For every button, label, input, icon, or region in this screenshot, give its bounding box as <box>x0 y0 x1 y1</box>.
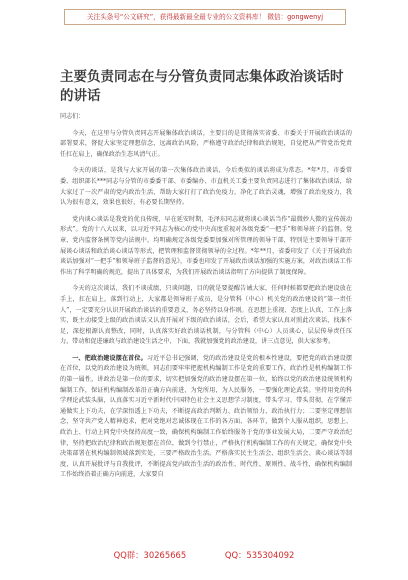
document-title: 主要负责同志在与分管负责同志集体政治谈话时的讲话 <box>60 69 344 104</box>
footer-qq: QQ：535304092 <box>224 550 295 560</box>
salutation: 同志们： <box>60 113 85 120</box>
section-heading: 一、把政治建设摆在首位。 <box>72 354 147 362</box>
paragraph-3: 党内谈心谈话是我党的优良传统，早在延安时期，毛泽东同志就将谈心谈话当作“最微妙人微的宣传鼓动形式”。党的十八大以来，以习近平同志为核心的党中央高度重视对各级党委“一把手”和领导班子的监督。党章、党内监督条例等党内法规中，均明确规定各级党委要加强对所管理的领导干部，特别是主要领导干部开展谈心谈话和政治谈心谈话等形式，把管理和监督贯彻领导的全过程。*年**月，省委印发了《关于开展政治谈话加强对“一把手”和领导班子监督的意见》，市委也印发了开展政治谈话加强的实施方案，对政治谈话工作作出了科学明确的规范，提出了具体要求，为我们开展政治谈话指明了方向提供了制度保障。 <box>60 215 352 276</box>
document-body <box>60 112 352 487</box>
header-banner: 关注头条号“公文研究”，获得最新最全最专业的公文资料库！ 微信：gongwenyj <box>64 9 346 25</box>
footer-contact <box>0 548 408 562</box>
section-text: 习近平总书记强调，党的政治建设是党的根本性建设，要把党的政治建设摆在首位，以党的政治建设为统领，同志们要牢牢把握机构编制工作是党的重要工作，政治性是机构编制工作的第一属性，讲政治是第一位的要求，切实把加强党的政治建设摆在第一位，始终以党的政治建设统领机构编制工作，保证机构编制改革沿正确方向前进，为党所用，为人民服务，一要强化理论武装。坚持用党的科学理论武装头脑，认真落实习近平新时代中国特色社会主义思想学习制度，带头学习、带头贯彻，在学懂弄通做实上下功夫，在学深悟透上下功夫，不断提高政治判断力、政治领悟力、政治执行力；二要坚定理想信念，坚守共产党人精神追求，把对党绝对忠诚体现在工作的各方面、各环节，做到个人服从组织，思想上、政治上、行动上同党中央保持高度一致，确保机构编制工作始终服务于党的事业发展大局，二要严守政治纪律，坚持把政治纪律和政治规矩摆在首位，做到令行禁止，严格执行机构编制工作的有关规定，确保党中央决策部署在机构编制领域落到实处，三要严格政治生活。严格落实民主生活会、组织生活会、谈心谈话等制度，认真开展批评与自我批评，不断提高党内政治生活的政治性、时代性、原则性、战斗性，确保机构编制工作始终沿着正确方向前进，大家要自 <box>60 354 353 479</box>
paragraph-4: 今天的这次谈话，我们不谈成绩、只谈问题，目的就是要提醒告诫大家，任何时候都要把政治建设放在手上，扛在肩上，落到行动上，大家都是领导班子成员，是分管科（中心）机关党的政治建设的“第一责任人”，一定要充分认识开展政治谈话的重要意义，务必坚持以身作则。在思想上重视、态度上认真，工作上落实，既主动接受上级的政治谈话又认真开展对下级的政治谈话，会后，希望大家认真对照此次谈话，找准不足，深挖根源认真整改，同时，认真落实好政治谈话机制，与分管科（中心）人员谈心，层层传导责任压力，带动和促进廉政与政治建设生活之中，下面，我就加强党的政治建设，讲三点意见，供大家参考。 <box>60 285 352 346</box>
section-paragraph <box>60 354 352 481</box>
footer-qq-group: QQ群：30265665 <box>113 550 187 560</box>
paragraph-1: 今天，在这里与分管负责同志开展集体政治谈话，主要目的是贯彻落实省委、市委关于开展政治谈话的部署要求，督促大家坚定理想信念，远离政治风险，严格遵守政治纪律和政治规矩，自觉把从严管党治党责任扛在肩上，确保政治生态风清气正。 <box>60 129 352 158</box>
paragraph-2: 今天的谈话，是我与大家开展的第一次集体政治谈话，今后类似的谈话将成为常态。*年*月，市委常委、组织部长***同志与分管的市委委干部、市委编办、市直机关工委主要负责同志进行了集体政治谈话，给大家过了一次严肃的党内政治生活，帮助大家打打了政治免疫力，净化了政治灵魂，增强了政治免疫力，我认为很有意义，效果也很好，有必要长期坚持。 <box>60 167 352 207</box>
